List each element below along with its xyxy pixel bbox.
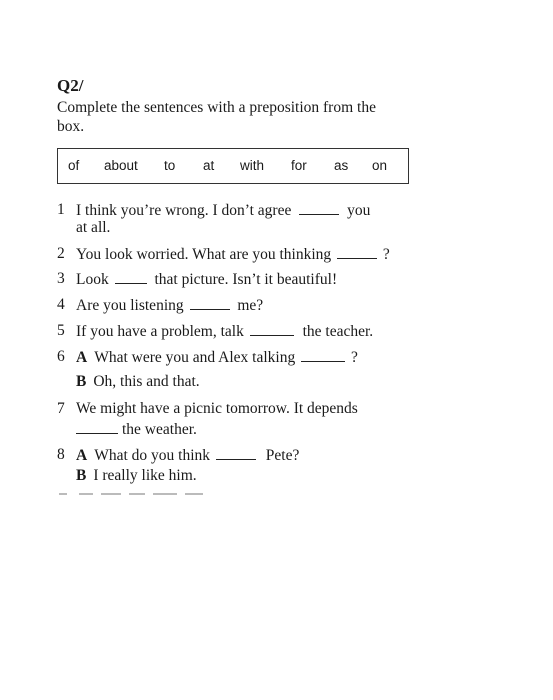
item-number: 1 bbox=[57, 201, 65, 218]
answer-blank[interactable] bbox=[115, 268, 147, 284]
item-sentence: You look worried. What are you thinking ? bbox=[76, 243, 390, 265]
answer-blank[interactable] bbox=[190, 294, 230, 310]
item-sentence: If you have a problem, talk the teacher. bbox=[76, 320, 373, 342]
word-box-item: at bbox=[203, 158, 215, 173]
item-number: 3 bbox=[57, 270, 65, 287]
item-number: 7 bbox=[57, 400, 65, 417]
word-box-item: to bbox=[164, 158, 176, 173]
answer-blank[interactable] bbox=[337, 243, 377, 259]
item-sentence: A What were you and Alex talking ? bbox=[76, 346, 358, 368]
item-sentence: I think you’re wrong. I don’t agree you bbox=[76, 199, 370, 221]
item-sentence: We might have a picnic tomorrow. It depends bbox=[76, 400, 358, 417]
question-heading: Q2/ bbox=[57, 76, 84, 95]
item-sentence: Look that picture. Isn’t it beautiful! bbox=[76, 268, 337, 290]
answer-blank[interactable] bbox=[76, 418, 118, 434]
cropped-text-remnant bbox=[57, 490, 237, 496]
word-box-item: of bbox=[68, 158, 80, 173]
speaker-label: A bbox=[76, 447, 88, 464]
item-number: 6 bbox=[57, 348, 65, 365]
item-number: 2 bbox=[57, 245, 65, 262]
word-box bbox=[57, 148, 409, 184]
item-number: 8 bbox=[57, 446, 65, 463]
word-box-item: as bbox=[334, 158, 349, 173]
item-sentence: A What do you think Pete? bbox=[76, 444, 299, 466]
word-box-item: on bbox=[372, 158, 388, 173]
item-number: 5 bbox=[57, 322, 65, 339]
instruction-text: Complete the sentences with a preposition from the box. bbox=[57, 99, 376, 135]
word-box-item: about bbox=[104, 158, 138, 173]
answer-blank[interactable] bbox=[299, 199, 339, 215]
word-box-item: with bbox=[240, 158, 265, 173]
answer-blank[interactable] bbox=[250, 320, 294, 336]
speaker-label: A bbox=[76, 349, 88, 366]
item-sentence: Are you listening me? bbox=[76, 294, 263, 316]
speaker-label: B bbox=[76, 373, 87, 390]
speaker-label: B bbox=[76, 467, 87, 484]
word-box-item: for bbox=[291, 158, 307, 173]
item-number: 4 bbox=[57, 296, 65, 313]
answer-blank[interactable] bbox=[216, 444, 256, 460]
answer-blank[interactable] bbox=[301, 346, 345, 362]
